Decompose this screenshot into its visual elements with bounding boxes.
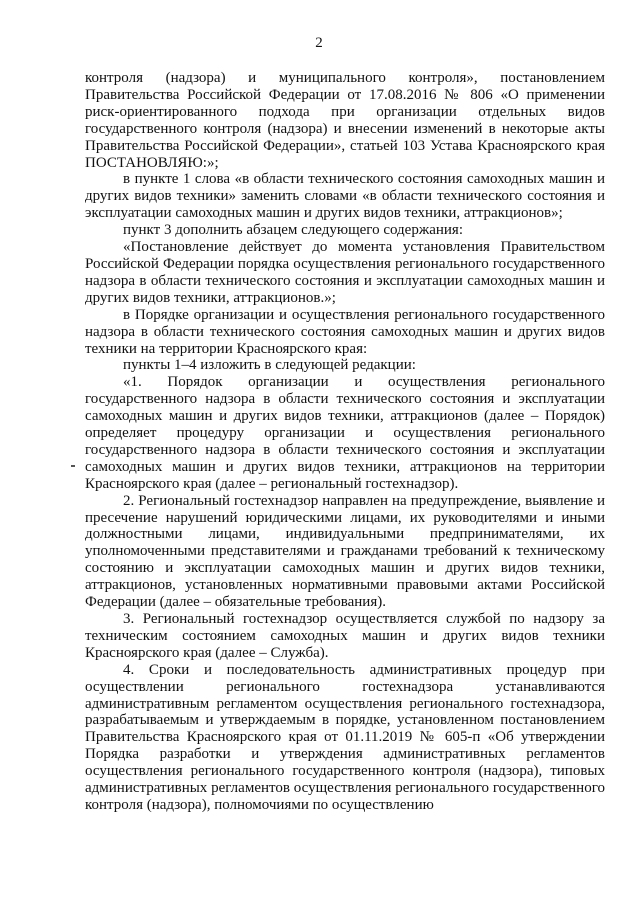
paragraph-point-3-intro: пункт 3 дополнить абзацем следующего содержания:	[123, 222, 463, 239]
paragraph-item-2: 2. Региональный гостехнадзор направлен на предупреждение, выявление и пресечение нарушений юридическими лицами, их руководителями и иными должностными лицами, индивидуальными предпринимателями, их уполномоченными представителями и гражданами требований к техническому состоянию и эксплуатации самоходных машин и других видов техники, аттракционов, установленных нормативными правовыми актами Российской Федерации (далее – обязательные требования).	[85, 492, 605, 611]
paragraph-points-1-4-intro: пункты 1–4 изложить в следующей редакции:	[123, 357, 416, 374]
paragraph-item-1: «1. Порядок организации и осуществления регионального государственного надзора в области технического состояния и эксплуатации самоходных машин и других видов техники, аттракционов (далее – Порядок) определяет процедуру организации и осуществления регионального государственного надзора в области технического состояния и эксплуатации самоходных машин и других видов техники, аттракционов на территории Красноярского края (далее – региональный гостехнадзор).	[85, 374, 605, 492]
document-body	[85, 70, 605, 814]
paragraph-procedure-intro: в Порядке организации и осуществления регионального государственного надзора в области технического состояния самоходных машин и других видов техники на территории Красноярского края:	[85, 306, 605, 357]
page-number: 2	[315, 35, 323, 51]
paragraph-item-3: 3. Региональный гостехнадзор осуществляется службой по надзору за техническим состоянием самоходных машин и других видов техники Красноярского края (далее – Служба).	[85, 611, 605, 661]
paragraph-preamble-continuation: контроля (надзора) и муниципального контроля», постановлением Правительства Российской Федерации от 17.08.2016 № 806 «О применении риск-ориентированного подхода при организации отдельных видов государственного контроля (надзора) и внесении изменений в некоторые акты Правительства Российской Федерации», статьей 103 Устава Красноярского края ПОСТАНОВЛЯЮ:»;	[85, 70, 605, 171]
paragraph-item-4: 4. Сроки и последовательность административных процедур при осуществлении регионального гостехнадзора устанавливаются административным регламентом осуществления регионального гостехнадзора, разрабатываемым и утверждаемым в порядке, установленном постановлением Правительства Красноярского края от 01.11.2019 № 605-п «Об утверждении Порядка разработки и утверждения административных регламентов осуществления регионального государственного контроля (надзора), типовых административных регламентов осуществления регионального государственного контроля (надзора), полномочиями по осуществлению	[85, 661, 605, 813]
scan-speck	[71, 465, 75, 467]
paragraph-point-3-new-text: «Постановление действует до момента установления Правительством Российской Федерации порядка осуществления регионального государственного надзора в области технического состояния и эксплуатации самоходных машин и других видов техники, аттракционов.»;	[85, 239, 605, 306]
paragraph-point-1-amendment: в пункте 1 слова «в области технического состояния самоходных машин и других видов техники» заменить словами «в области технического состояния и эксплуатации самоходных машин и других видов техники, аттракционов»;	[85, 171, 605, 222]
